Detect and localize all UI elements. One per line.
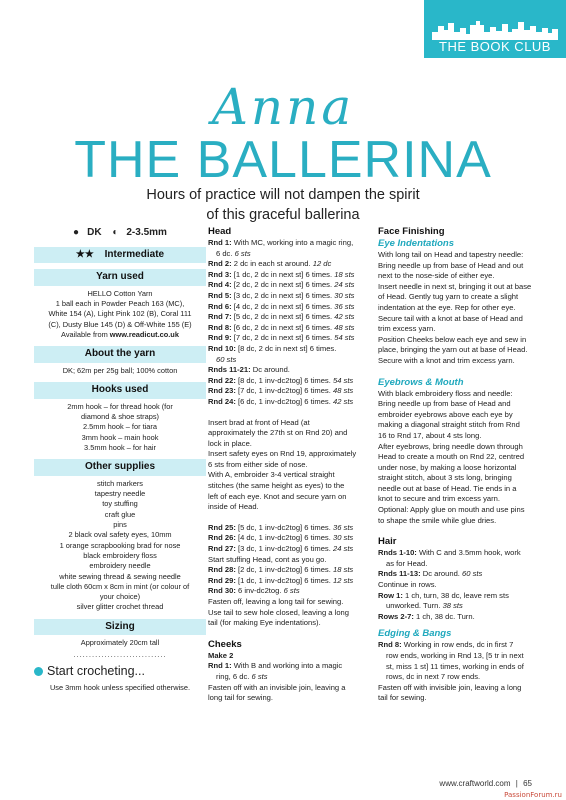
page-footer: www.craftworld.com | 65 [439, 779, 532, 788]
cheeks-heading: Cheeks [208, 638, 242, 650]
head-instructions: Head Rnd 1: With MC, working into a magic ring, 6 dc. 6 sts Rnd 2: 2 dc in each st around. 12 dc Rnd 3: [1 dc, 2 dc in next st] 6 times. 18 sts Rnd 4: [2 dc, 2 dc in next st] 6 times. 24 sts Rnd 5: [3 dc, 2 dc in next st] 6 times. 30 sts Rnd 6: [4 dc, 2 dc in next st] 6 times. 36 sts Rnd 7: [5 dc, 2 dc in next st] 6 times. 42 sts Rnd 8: [6 dc, 2 dc in next st] 6 times. 48 sts Rnd 9: [7 dc, 2 dc in next st] 6 times. 54 sts Rnd 10: [8 dc, 2 dc in next st] 6 times. 60 sts Rnds 11-21: Dc around. Rnd 22: [8 dc, 1 inv-dc2tog] 6 times. 54 sts Rnd 23: [7 dc, 1 inv-dc2tog] 6 times. 48 sts Rnd 24: [6 dc, 1 inv-dc2tog] 6 times. 42 sts Insert brad at front of Head (at approximately the 27th st on Rnd 20) and lock in place. Insert safety eyes on Rnd 19, approximately 6 sts from either side of nose. With A, embroider 3-4 vertical straight stitches (the same height as eyes) to the left of each eye. Knot and secure yarn on inside of Head. Rnd 25: [5 dc, 1 inv-dc2tog] 6 times. 36 sts Rnd 26: [4 dc, 1 inv-dc2tog] 6 times. 30 sts Rnd 27: [3 dc, 1 inv-dc2tog] 6 times. 24 sts Start stuffing Head, cont as you go. Rnd 28: [2 dc, 1 inv-dc2tog] 6 times. 18 sts Rnd 29: [1 dc, 1 inv-dc2tog] 6 times. 12 sts Rnd 30: 6 inv-dc2tog. 6 sts Fasten off, leaving a long tail for sewing. Use tail to sew hole closed, leaving a long tail (for making Eye indentations). Cheeks Make 2 Rnd 1: With B and working into a magic ring, 6 dc. 6 sts Fasten off with an invisible join, leaving a long tail for sewing. [208, 226, 374, 704]
list-item: Rnd 4: [2 dc, 2 dc in next st] 6 times. 24 sts [208, 280, 355, 290]
list-item: Rnd 9: [7 dc, 2 dc in next st] 6 times. 54 sts [208, 333, 355, 343]
supplier-link[interactable]: www.readicut.co.uk [109, 329, 179, 339]
hair-heading: Hair [378, 536, 397, 548]
pattern-specs: ● DK ◐ 2-3.5mm [73, 227, 167, 238]
list-item: Rnd 5: [3 dc, 2 dc in next st] 6 times. 30 sts [208, 290, 355, 300]
eyebrows-mouth-text: With black embroidery floss and needle: Bring needle up from base of Head and embroider eyebrows above each eye by making a diagonal straight stitch from Rnd 16 to Rnd 17, about 4 sts long. After eyebrows, bring needle down through Head to create a mouth on Rnd 22, centred under nose, by making a loose horizontal straight stitch, about 3 sts long, bringing needle out at base of Head. Tie ends in a knot to secure and trim excess yarn. Optional: Apply glue on mouth and use pins to shape the smile while glue dries. [378, 388, 525, 525]
edging-text: row ends, working in Rnd 13, [5 tr in next st, miss 1 st] 11 times, working in ends of rows, dc in next 7 row ends. [386, 651, 524, 682]
list-item: Rnd 28: [2 dc, 1 inv-dc2tog] 6 times. 18 sts [208, 565, 354, 575]
supplies-list: stitch markers tapestry needle toy stuffing craft glue pins 2 black oval safety eyes, 10mm 1 orange scrapbooking brad for nose black embroidery floss embroidery needle white sewing thread & sewing needle tulle cloth 60cm x 8cm in mint (or colour of your choice) silver glitter crochet thread [50, 478, 190, 612]
footer-url[interactable]: www.craftworld.com [439, 779, 511, 788]
list-item: Rnd 23: [7 dc, 1 inv-dc2tog] 6 times. 48 sts [208, 386, 354, 396]
list-item: Rnd 3: [1 dc, 2 dc in next st] 6 times. 18 sts [208, 269, 355, 279]
make-count: Make 2 [208, 650, 234, 660]
list-item: Rnd 6: [4 dc, 2 dc in next st] 6 times. 36 sts [208, 301, 355, 311]
page-number: 65 [523, 779, 532, 788]
list-item: Rnd 29: [1 dc, 1 inv-dc2tog] 6 times. 12 sts [208, 575, 354, 585]
head-heading: Head [208, 226, 232, 237]
hooks-list: 2mm hook – for thread hook (for diamond & shoe straps) 2.5mm hook – for tiara 3mm hook – main hook 3.5mm hook – for hair [67, 401, 173, 452]
bullet-dot-icon [34, 667, 43, 676]
rounds-decrease-c [208, 565, 374, 597]
sizing-text: Approximately 20cm tall [80, 638, 160, 648]
stuffing-note: Start stuffing Head, cont as you go. [208, 554, 327, 564]
eye-indentations-heading: Eye Indentations [378, 238, 455, 249]
watermark: PassionForum.ru [504, 791, 562, 799]
sidebar-info [34, 226, 206, 693]
cheeks-finish-text: Fasten off with an invisible join, leaving a long tail for sewing. [208, 682, 346, 703]
start-note: Use 3mm hook unless specified otherwise. [49, 682, 191, 692]
about-yarn-heading: About the yarn [34, 346, 206, 363]
yarn-details: HELLO Cotton Yarn 1 ball each in Powder Peach 163 (MC), White 154 (A), Light Pink 102 (B), Coral 111 (C), Dusty Blue 145 (D) & Off-White 155 (E) Available from www.readicut.co.uk [48, 288, 192, 339]
face-finishing-heading: Face Finishing [378, 226, 445, 237]
finishing-instructions: Face Finishing Eye Indentations With long tail on Head and tapestry needle: Bring needle up from base of Head and out next to the nose-side of either eye. Insert needle in next st, bringing it out at base of Head. Gently tug yarn to create a slight indentation at the eye. Rep for other eye. Secure tail with a knot at base of Head and trim excess yarn. Position Cheeks below each eye and sew in place, bringing the yarn out at base of Head. Secure with a knot and trim excess yarn. Eyebrows & Mouth With black embroidery floss and needle: Bring needle up from base of Head and embroider eyebrows above each eye by making a diagonal straight stitch from Rnd 16 to Rnd 17, about 4 sts long. After eyebrows, bring needle down through Head to create a mouth on Rnd 22, centred under nose, by making a loose horizontal straight stitch, about 3 sts long, bringing needle out at base of Head. Tie ends in a knot to secure and trim excess yarn. Optional: Apply glue on mouth and use pins to shape the smile while glue dries. Hair Rnds 1-10: With C and 3.5mm hook, work as for Head. Rnds 11-13: Dc around. 60 sts Continue in rows. Row 1: 1 ch, turn, 38 dc, leave rem sts unworked. Turn. 38 sts Rows 2-7: 1 ch, 38 dc. Turn. Edging & Bangs Rnd 8: Working in row ends, dc in first 7 row ends, working in Rnd 13, [5 tr in next st, miss 1 st] 11 times, working in ends of rows, dc in next 7 row ends. Fasten off with invisible join, leaving a long tail for sewing. [378, 226, 540, 704]
city-skyline-icon [432, 20, 558, 40]
page-title: THE BALLERINA [74, 131, 492, 189]
rounds-decrease-b [208, 523, 374, 555]
list-item: Rnd 27: [3 dc, 1 inv-dc2tog] 6 times. 24 sts [208, 544, 354, 554]
supplies-heading: Other supplies [34, 459, 206, 476]
level-box [34, 247, 206, 264]
level-label: Intermediate [104, 248, 165, 260]
eye-indentations-text: With long tail on Head and tapestry needle: Bring needle up from base of Head and out next to the nose-side of either eye. Insert needle in next st, bringing it out at base of Head. Gently tug yarn to create a slight indentation at the eye. Rep for other eye. Secure tail with a knot at base of Head and trim excess yarn. Position Cheeks below each eye and sew in place, bringing the yarn out at base of Head. Secure with a knot and trim excess yarn. [378, 250, 532, 365]
rounds-decrease-a [208, 376, 374, 408]
list-item: Rnd 22: [8 dc, 1 inv-dc2tog] 6 times. 54 sts [208, 375, 354, 385]
dotted-divider: .............................. [73, 649, 167, 659]
hook-icon: ◐ [112, 227, 119, 238]
yarn-heading: Yarn used [34, 269, 206, 286]
list-item: Rnd 30: 6 inv-dc2tog. 6 sts [208, 586, 300, 596]
eyebrows-mouth-heading: Eyebrows & Mouth [378, 376, 464, 388]
edging-finish-text: Fasten off with invisible join, leaving a long tail for sewing. [378, 682, 522, 703]
yarn-ball-icon: ● [73, 227, 80, 238]
start-heading: Start crocheting... [34, 666, 206, 677]
sizing-heading: Sizing [34, 619, 206, 636]
fasten-off-text: Fasten off, leaving a long tail for sewing. Use tail to sew hole closed, leaving a long tail (for making Eye indentations). [208, 597, 349, 628]
rounds-increase [208, 270, 374, 344]
face-placement-text: Insert brad at front of Head (at approximately the 27th st on Rnd 20) and lock in place. Insert safety eyes on Rnd 19, approximately 6 sts from either side of nose. With A, embroider 3-4 vertical straight stitches (the same height as eyes) to the left of each eye. Knot and secure yarn on inside of Head. [208, 417, 357, 512]
hooks-heading: Hooks used [34, 382, 206, 399]
book-club-badge [424, 0, 566, 58]
list-item: Rnd 26: [4 dc, 1 inv-dc2tog] 6 times. 30 sts [208, 533, 354, 543]
list-item: Rnd 24: [6 dc, 1 inv-dc2tog] 6 times. 42 sts [208, 396, 354, 406]
list-item: Rnd 25: [5 dc, 1 inv-dc2tog] 6 times. 36 sts [208, 522, 354, 532]
title-script: Anna [211, 78, 355, 136]
list-item: Rnd 8: [6 dc, 2 dc in next st] 6 times. 48 sts [208, 322, 355, 332]
about-yarn-text: DK; 62m per 25g ball; 100% cotton [62, 365, 178, 375]
list-item: Rnd 7: [5 dc, 2 dc in next st] 6 times. 42 sts [208, 312, 355, 322]
edging-bangs-heading: Edging & Bangs [378, 628, 452, 640]
subtitle: Hours of practice will not dampen the spirit of this graceful ballerina [146, 187, 420, 223]
stars-rating: ★★ [75, 248, 94, 260]
book-club-label: THE BOOK CLUB [439, 39, 551, 54]
